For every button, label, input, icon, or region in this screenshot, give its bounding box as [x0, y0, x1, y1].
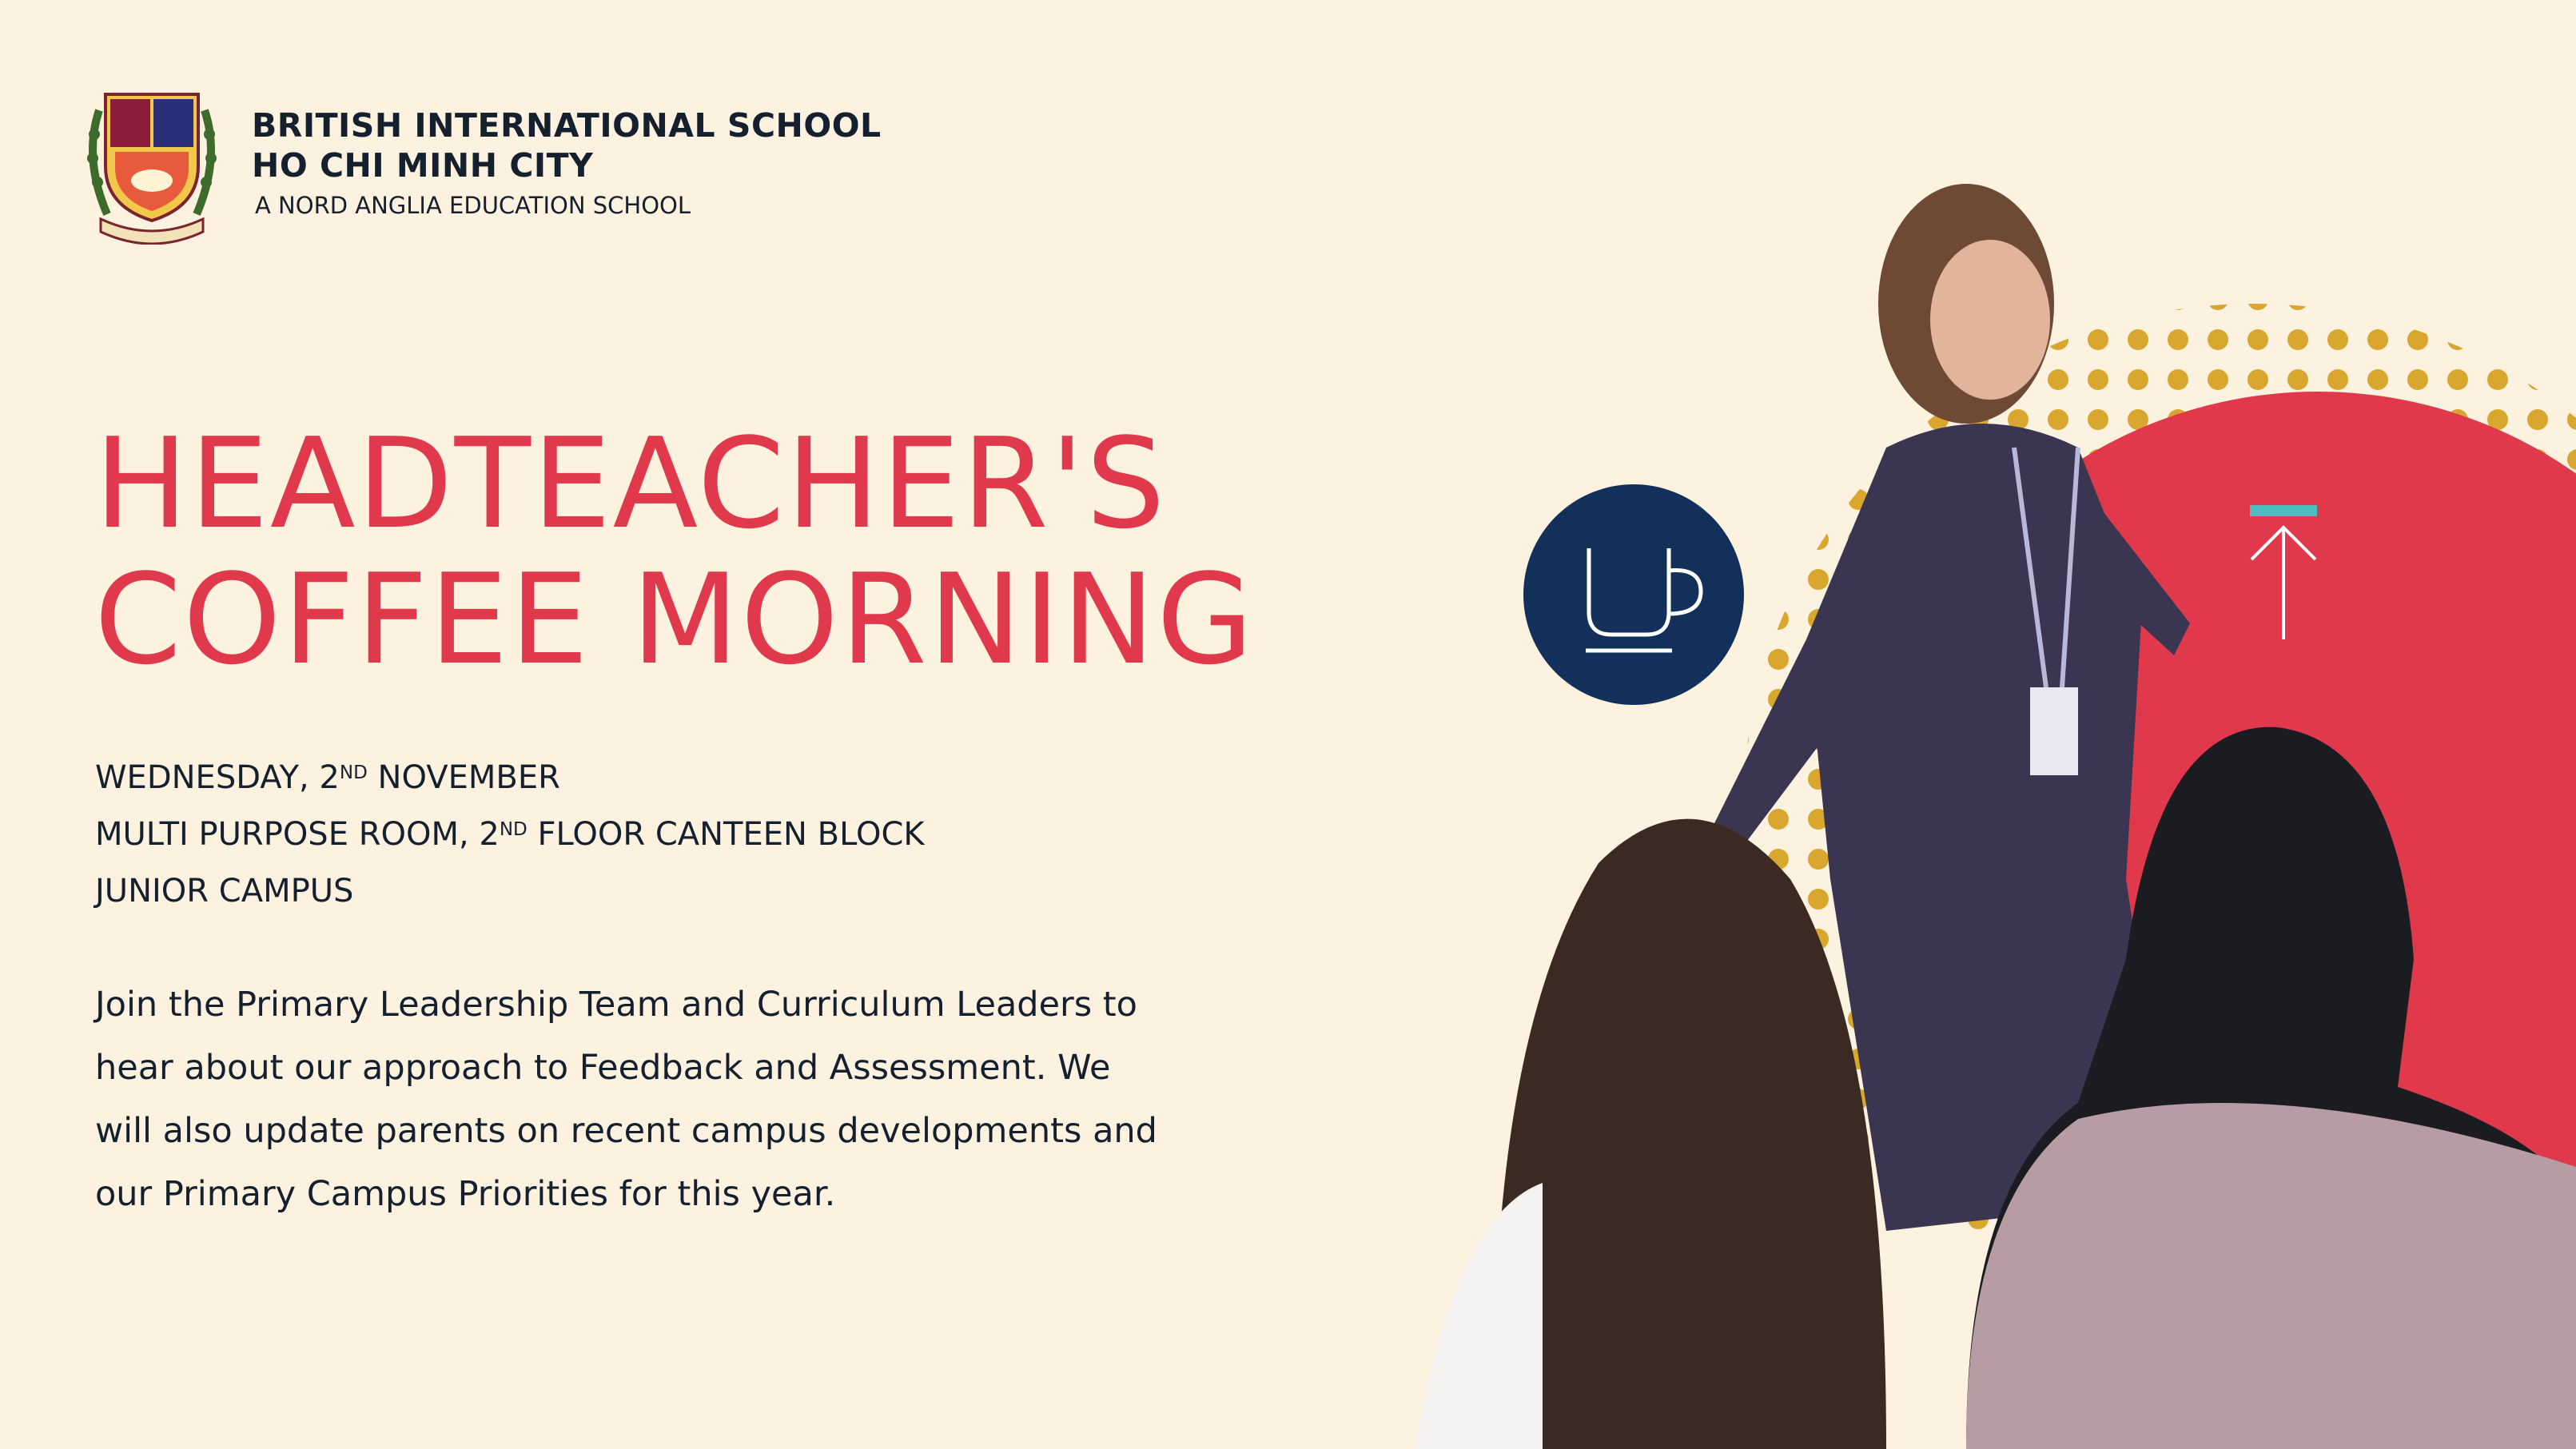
description-line: our Primary Campus Priorities for this year. — [95, 1174, 836, 1214]
description-line: Join the Primary Leadership Team and Curriculum Leaders to — [95, 985, 1137, 1025]
audience-shirt-right — [1966, 1103, 2576, 1449]
event-date: WEDNESDAY, 2ND NOVEMBER — [95, 759, 560, 796]
school-name-line2: HO CHI MINH CITY — [252, 146, 594, 185]
event-details — [95, 750, 925, 920]
event-location: MULTI PURPOSE ROOM, 2ND FLOOR CANTEEN BLOCK — [95, 816, 925, 853]
event-campus: JUNIOR CAMPUS — [95, 873, 354, 910]
school-subtitle: A NORD ANGLIA EDUCATION SCHOOL — [255, 192, 691, 219]
event-title — [94, 411, 1255, 692]
school-name-line1: BRITISH INTERNATIONAL SCHOOL — [252, 106, 882, 145]
description-line: hear about our approach to Feedback and Assessment. We — [95, 1048, 1111, 1088]
event-description — [95, 973, 1246, 1226]
description-line: will also update parents on recent campus developments and — [95, 1111, 1157, 1151]
event-title-line2: COFFEE MORNING — [94, 547, 1255, 692]
school-crest-icon — [83, 78, 221, 245]
coffee-cup-icon — [1523, 484, 1744, 705]
event-photo-artwork — [1279, 0, 2576, 1449]
audience-shirt-left — [1415, 1183, 1543, 1449]
event-title-line1: HEADTEACHER'S — [94, 411, 1167, 556]
school-name — [252, 105, 882, 185]
